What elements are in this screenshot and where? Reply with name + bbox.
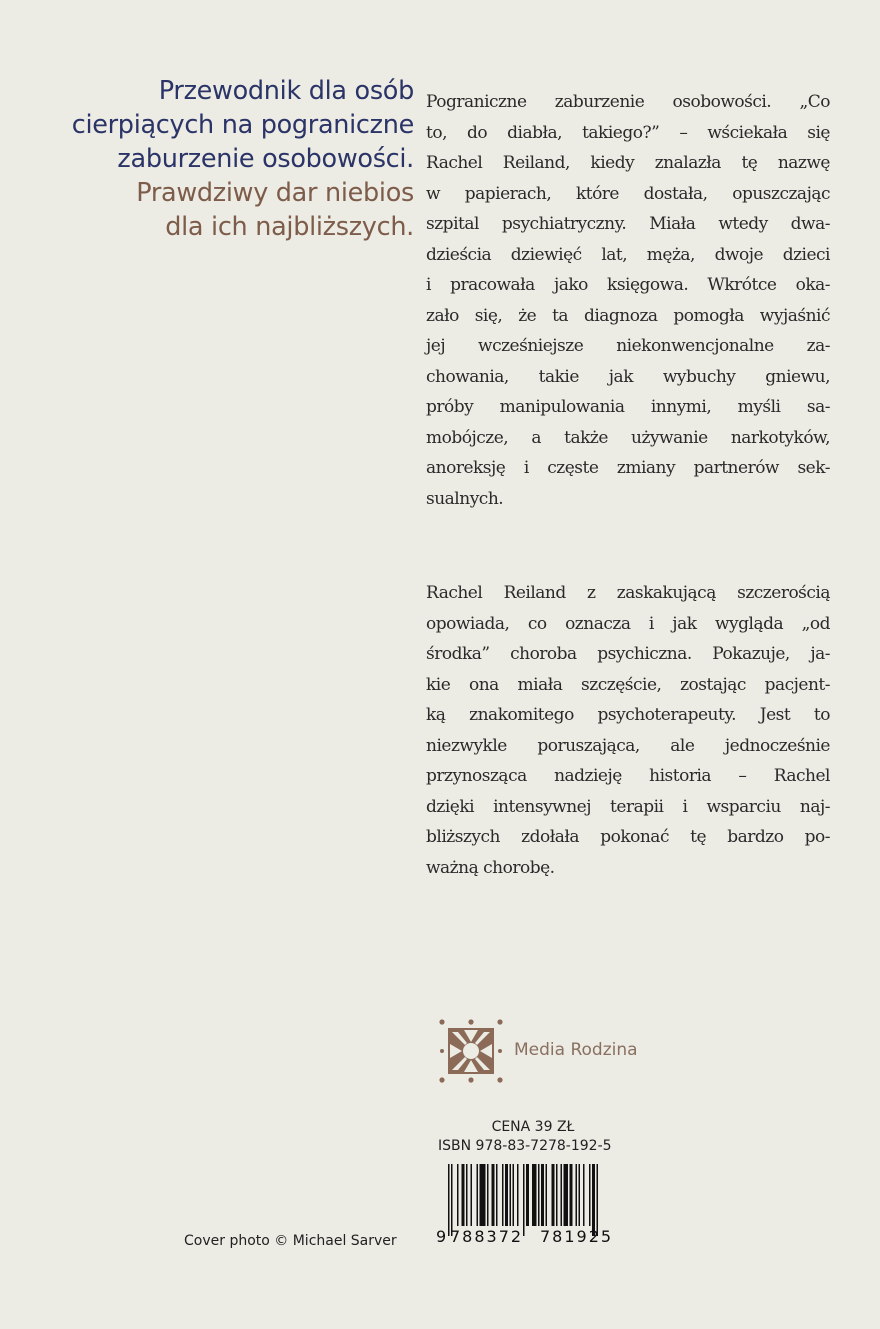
barcode-digit-first: 9 bbox=[436, 1227, 447, 1246]
barcode-bar bbox=[471, 1164, 473, 1226]
cover-photo-credit: Cover photo © Michael Sarver bbox=[184, 1233, 397, 1249]
barcode-bar bbox=[556, 1164, 558, 1226]
barcode-bar bbox=[462, 1164, 465, 1226]
barcode-bar bbox=[561, 1164, 563, 1226]
barcode-bar bbox=[496, 1164, 498, 1226]
text-line: jej wcześniejsze niekonwencjonalne za- bbox=[426, 336, 830, 356]
barcode-bar bbox=[532, 1164, 537, 1226]
text-line: próby manipulowania innymi, myśli sa- bbox=[426, 397, 830, 417]
text-line: szpital psychiatryczny. Miała wtedy dwa- bbox=[426, 214, 830, 234]
text-line: dzięki intensywnej terapii i wsparciu naj- bbox=[426, 796, 830, 817]
text-line: opowiada, co oznacza i jak wygląda „od bbox=[426, 613, 830, 634]
barcode-bar bbox=[589, 1164, 591, 1226]
text-line: niezwykle poruszająca, ale jednocześnie bbox=[426, 735, 830, 756]
price: CENA 39 ZŁ bbox=[491, 1119, 575, 1135]
barcode-bar bbox=[570, 1164, 573, 1226]
barcode-bar bbox=[579, 1164, 581, 1226]
text-line: ważną chorobę. bbox=[426, 857, 555, 878]
text-line: mobójcze, a także używanie narkotyków, bbox=[426, 427, 830, 448]
barcode-bar bbox=[538, 1164, 540, 1226]
barcode-bar bbox=[546, 1164, 548, 1226]
barcode-bar bbox=[541, 1164, 544, 1226]
text-line: to, do diabła, takiego?” – wściekała się bbox=[426, 122, 830, 143]
barcode-bar bbox=[597, 1164, 599, 1236]
text-line: środka” choroba psychiczna. Pokazuje, ja- bbox=[426, 644, 830, 664]
barcode-bar bbox=[523, 1164, 525, 1236]
text-line: chowania, takie jak wybuchy gniewu, bbox=[426, 366, 830, 387]
text-line: w papierach, które dostała, opuszczając bbox=[426, 183, 830, 204]
tagline-line: zaburzenie osobowości. bbox=[117, 144, 414, 174]
barcode-bar bbox=[552, 1164, 555, 1226]
text-line: Rachel Reiland, kiedy znalazła tę nazwę bbox=[426, 153, 830, 173]
text-line: Rachel Reiland z zaskakującą szczerością bbox=[426, 583, 830, 603]
barcode-bar bbox=[576, 1164, 578, 1226]
barcode-bar bbox=[592, 1164, 595, 1236]
barcode-digits-left: 788372 bbox=[450, 1227, 524, 1246]
description-paragraph-1 bbox=[426, 87, 830, 514]
description-paragraph-2 bbox=[426, 578, 830, 883]
tagline-line: Prawdziwy dar niebios bbox=[136, 178, 414, 208]
isbn: ISBN 978-83-7278-192-5 bbox=[438, 1138, 612, 1154]
barcode-bar bbox=[517, 1164, 519, 1226]
text-line: zało się, że ta diagnoza pomogła wyjaśnić bbox=[426, 305, 830, 326]
barcode-bar bbox=[510, 1164, 512, 1226]
publisher-logo-icon bbox=[438, 1018, 504, 1084]
text-line: ką znakomitego psychoterapeuty. Jest to bbox=[426, 705, 830, 725]
text-line: kie ona miała szczęście, zostając pacjent- bbox=[426, 674, 830, 695]
tagline bbox=[72, 74, 414, 244]
barcode-bar bbox=[480, 1164, 486, 1226]
barcode-bar bbox=[451, 1164, 453, 1236]
tagline-line: dla ich najbliższych. bbox=[165, 212, 414, 242]
barcode-bar bbox=[477, 1164, 479, 1226]
barcode-bar bbox=[526, 1164, 529, 1226]
text-line: Pograniczne zaburzenie osobowości. „Co bbox=[426, 92, 830, 112]
text-line: bliższych zdołała pokonać tę bardzo po- bbox=[426, 827, 830, 847]
barcode-bar bbox=[505, 1164, 508, 1226]
barcode-bar bbox=[492, 1164, 495, 1226]
barcode-bar bbox=[564, 1164, 569, 1226]
text-line: anoreksję i częste zmiany partnerów sek- bbox=[426, 458, 830, 478]
publisher-name: Media Rodzina bbox=[514, 1040, 638, 1060]
barcode-bar bbox=[466, 1164, 468, 1226]
tagline-line: cierpiących na pograniczne bbox=[71, 110, 414, 140]
barcode-bar bbox=[513, 1164, 515, 1226]
barcode-bar bbox=[487, 1164, 489, 1226]
barcode-bar bbox=[583, 1164, 585, 1226]
text-line: dzieścia dziewięć lat, męża, dwoje dzieci bbox=[426, 244, 830, 265]
barcode-digits-right: 781925 bbox=[540, 1227, 614, 1246]
text-line: przynosząca nadzieję historia – Rachel bbox=[426, 766, 830, 786]
tagline-line: Przewodnik dla osób bbox=[158, 76, 414, 106]
barcode-bar bbox=[502, 1164, 504, 1226]
barcode-bar bbox=[457, 1164, 459, 1226]
text-line: sualnych. bbox=[426, 488, 504, 509]
barcode-bar bbox=[448, 1164, 450, 1236]
barcode bbox=[436, 1164, 628, 1246]
text-line: i pracowała jako księgowa. Wkrótce oka- bbox=[426, 275, 830, 295]
